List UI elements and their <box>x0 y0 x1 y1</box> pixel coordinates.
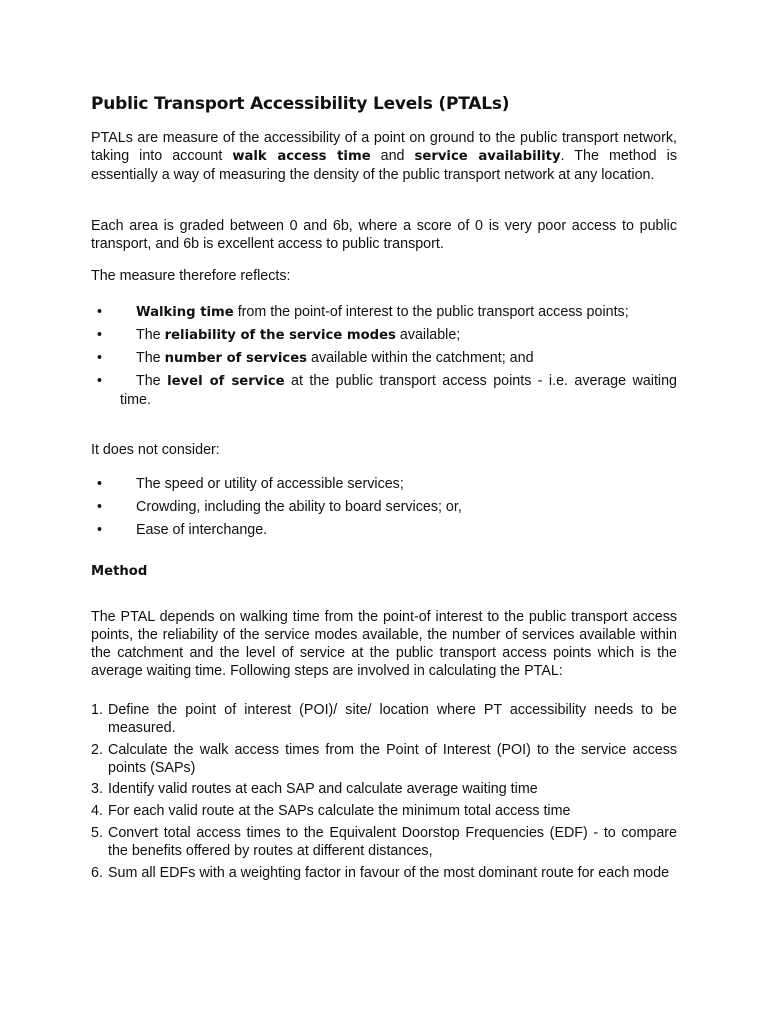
intro-text-3: . The method is essentially a way of measuring the density of the public transport network at any location. <box>91 148 677 183</box>
method-step <box>91 741 677 777</box>
reflects-list-item <box>91 326 677 345</box>
method-step <box>91 701 677 737</box>
step-number: 1. <box>91 702 103 718</box>
step-number: 3. <box>91 781 103 797</box>
intro-text-2: and <box>370 148 415 164</box>
method-step <box>91 864 677 882</box>
item-bold: level of service <box>167 374 285 389</box>
method-step <box>91 802 677 820</box>
item-text: The <box>136 350 165 366</box>
not-consider-intro: It does not consider: <box>91 442 220 458</box>
item-text: Crowding, including the ability to board services; or, <box>136 499 462 515</box>
step-text: Calculate the walk access times from the Point of Interest (POI) to the service access points (SAPs) <box>108 742 677 776</box>
bullet-icon: • <box>97 476 103 492</box>
step-text: Identify valid routes at each SAP and calculate average waiting time <box>108 781 538 797</box>
intro-text-1: PTALs are measure of the accessibility of a point on ground to the public transport network, taking into account <box>91 130 677 164</box>
item-text: The <box>136 327 165 343</box>
reflects-list-item <box>91 349 677 368</box>
reflects-list-item <box>91 372 677 409</box>
intro-bold-walk-access-time: walk access time <box>232 149 371 164</box>
reflects-intro: The measure therefore reflects: <box>91 268 291 284</box>
step-text: For each valid route at the SAPs calculate the minimum total access time <box>108 803 571 819</box>
step-number: 4. <box>91 803 103 819</box>
bullet-icon: • <box>97 499 103 515</box>
bullet-icon: • <box>97 327 103 343</box>
step-number: 5. <box>91 825 103 841</box>
step-number: 2. <box>91 742 103 758</box>
step-text: Convert total access times to the Equivalent Doorstop Frequencies (EDF) - to compare the benefits offered by routes at different distances, <box>108 825 677 859</box>
bullet-icon: • <box>97 522 103 538</box>
not-consider-list-item <box>91 521 677 539</box>
method-step <box>91 824 677 860</box>
intro-paragraph <box>91 129 677 184</box>
grading-paragraph: Each area is graded between 0 and 6b, where a score of 0 is very poor access to public transport, and 6b is excellent access to public transport. <box>91 218 677 252</box>
item-text: at the public transport access points - i.e. average waiting time. <box>120 373 678 408</box>
step-text: Define the point of interest (POI)/ site/ location where PT accessibility needs to be measured. <box>108 702 677 736</box>
not-consider-list-item <box>91 475 677 493</box>
item-text: from the point-of interest to the public transport access points; <box>233 304 629 320</box>
bullet-icon: • <box>97 350 103 366</box>
item-text: The speed or utility of accessible services; <box>136 476 404 492</box>
document-title: Public Transport Accessibility Levels (PTALs) <box>91 94 510 114</box>
bullet-icon: • <box>97 373 103 389</box>
method-paragraph: The PTAL depends on walking time from the point-of interest to the public transport access points, the reliability of the service modes available, the number of services available within the catchment and the level of service at the public transport access points which is the average waiting time. Following steps are involved in calculating the PTAL: <box>91 609 677 679</box>
item-text: Ease of interchange. <box>136 522 268 538</box>
item-text: The <box>136 373 168 389</box>
reflects-list-item <box>91 303 677 322</box>
item-bold: Walking time <box>136 305 234 320</box>
item-bold: reliability of the service modes <box>164 328 396 343</box>
method-heading: Method <box>91 564 148 579</box>
item-text: available; <box>395 327 461 343</box>
item-text: available within the catchment; and <box>307 350 534 366</box>
not-consider-list-item <box>91 498 677 516</box>
step-number: 6. <box>91 865 103 881</box>
intro-bold-service-availability: service availability <box>414 149 561 164</box>
bullet-icon: • <box>97 304 103 320</box>
item-bold: number of services <box>164 351 308 366</box>
method-step <box>91 780 677 798</box>
step-text: Sum all EDFs with a weighting factor in favour of the most dominant route for each mode <box>108 865 670 881</box>
